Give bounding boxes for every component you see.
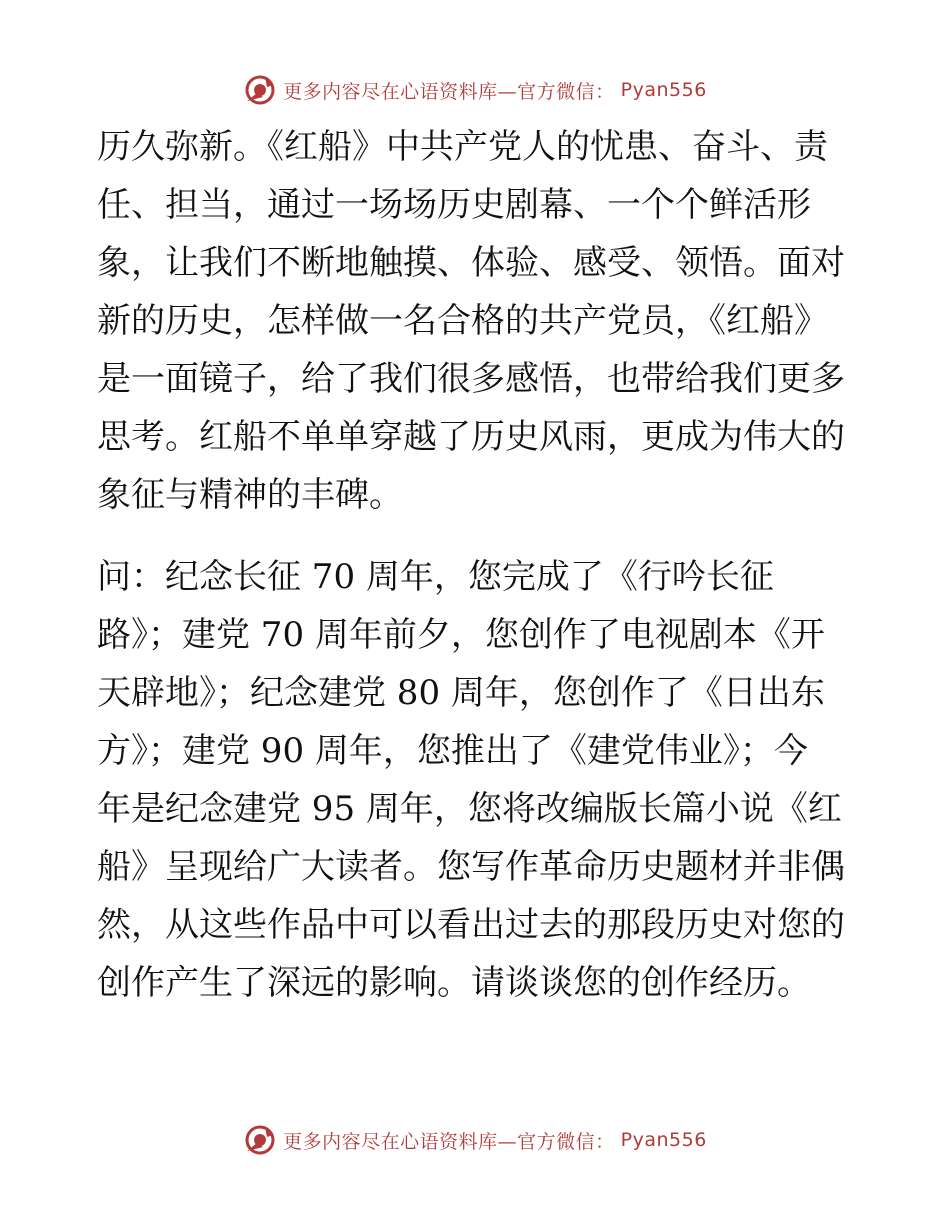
text-line: 问：纪念长征 70 周年，您完成了《行吟长征 [97,557,774,597]
text-line: 然，从这些作品中可以看出过去的那段历史对您的 [97,905,845,945]
watermark-wechat-id: Pyan556 [620,79,707,101]
text-line: 思考。红船不单单穿越了历史风雨，更成为伟大的 [97,417,845,457]
pen-logo-icon [243,73,277,107]
watermark-wechat-id: Pyan556 [620,1129,707,1151]
text-line: 方》；建党 90 周年，您推出了《建党伟业》；今 [97,731,808,771]
text-line: 是一面镜子，给了我们很多感悟，也带给我们更多 [97,359,845,399]
paragraph [97,548,857,1012]
text-line: 船》呈现给广大读者。您写作革命历史题材并非偶 [97,847,845,887]
watermark-text: 更多内容尽在心语资料库—官方微信： [283,1130,615,1153]
pen-logo-icon [243,1123,277,1157]
text-line: 任、担当，通过一场场历史剧幕、一个个鲜活形 [97,185,811,225]
paragraph-spacer [97,524,857,548]
text-line: 创作产生了深远的影响。请谈谈您的创作经历。 [97,963,811,1003]
footer-watermark [0,1120,950,1160]
text-line: 历久弥新。《红船》中共产党人的忧患、奋斗、责 [97,127,828,167]
text-line: 象征与精神的丰碑。 [97,475,403,515]
watermark-text: 更多内容尽在心语资料库—官方微信： [283,80,615,103]
header-watermark [0,70,950,110]
text-line: 新的历史，怎样做一名合格的共产党员，《红船》 [97,301,828,341]
document-body [97,118,857,1012]
paragraph [97,118,857,524]
text-line: 路》；建党 70 周年前夕，您创作了电视剧本《开 [97,615,825,655]
text-line: 年是纪念建党 95 周年，您将改编版长篇小说《红 [97,789,842,829]
text-line: 象，让我们不断地触摸、体验、感受、领悟。面对 [97,243,845,283]
text-line: 天辟地》；纪念建党 80 周年，您创作了《日出东 [97,673,825,713]
